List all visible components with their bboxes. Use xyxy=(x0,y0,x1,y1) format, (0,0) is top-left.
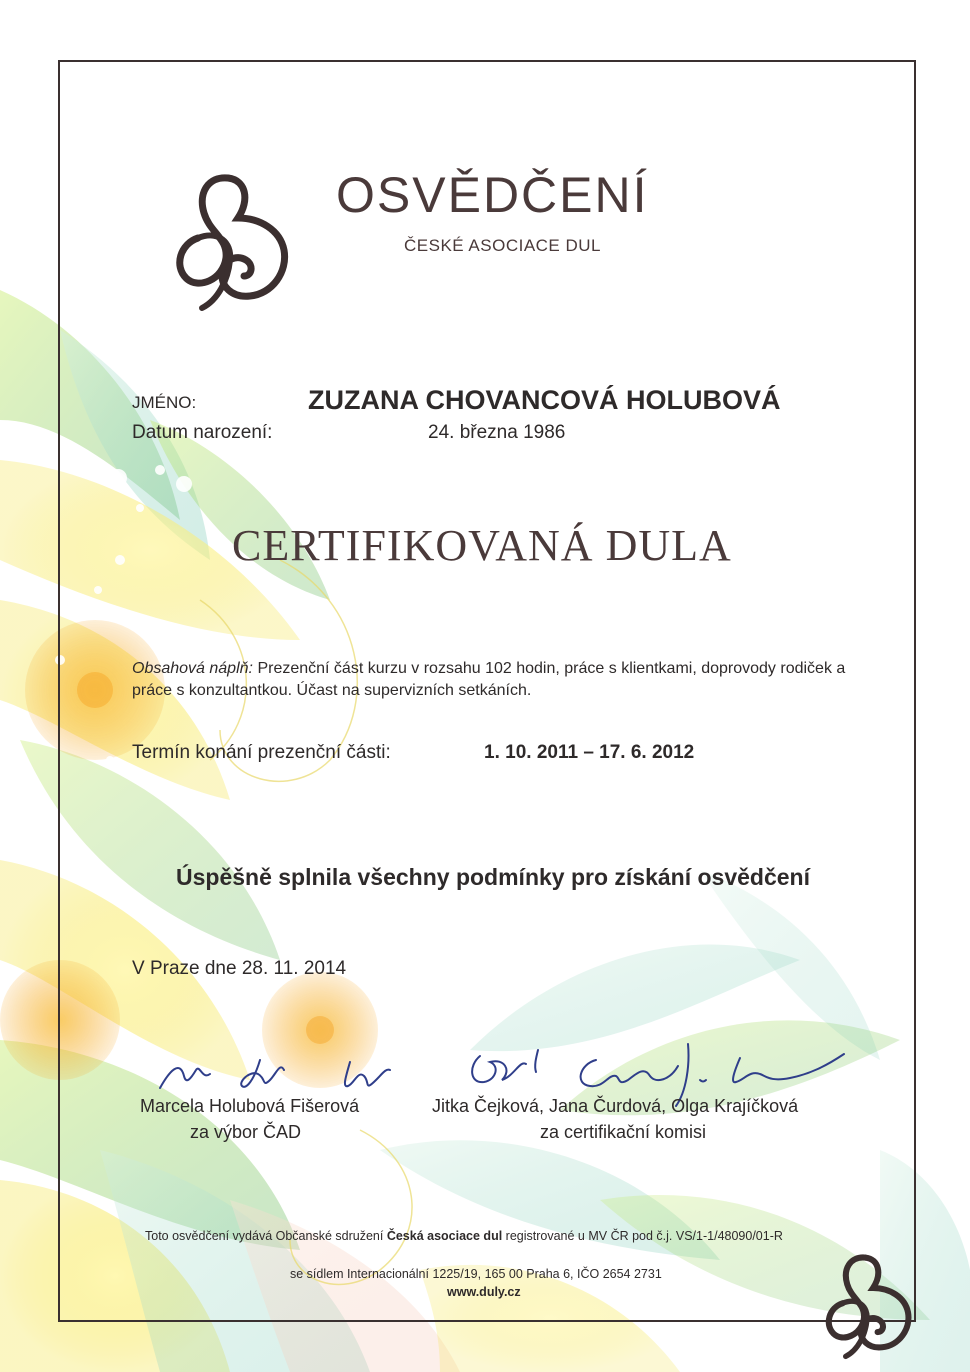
duly-swirl-logo-icon xyxy=(168,168,300,318)
footer-suffix: registrované u MV ČR pod č.j. VS/1-1/48090/01-R xyxy=(505,1229,783,1243)
footer-prefix: Toto osvědčení vydává Občanské sdružení xyxy=(145,1229,384,1243)
success-statement: Úspěšně splnila všechny podmínky pro získání osvědčení xyxy=(176,864,810,890)
document-subtitle: ČESKÉ ASOCIACE DUL xyxy=(404,236,602,255)
duly-swirl-logo-small-icon xyxy=(818,1250,922,1364)
footer-organization: Česká asociace dul xyxy=(386,1229,503,1243)
date-of-birth-label: Datum narození: xyxy=(132,422,273,443)
content-text: Prezenční část kurzu v rozsahu 102 hodin, práce s klientkami, doprovody rodiček a práce s konzultantkou. Účast na supervizních setkáních. xyxy=(132,660,846,699)
document-title: OSVĚDČENÍ xyxy=(336,167,649,223)
footer-website-link[interactable]: www.duly.cz xyxy=(447,1285,521,1299)
signatory-left-role: za výbor ČAD xyxy=(190,1122,302,1142)
footer-registration-line xyxy=(145,1229,783,1243)
signatory-right-role: za certifikační komisi xyxy=(540,1122,707,1142)
signatory-left-names: Marcela Holubová Fišerová xyxy=(140,1096,360,1116)
name-label: JMÉNO: xyxy=(132,393,197,412)
term-value: 1. 10. 2011 – 17. 6. 2012 xyxy=(484,742,695,763)
certificate-title: CERTIFIKOVANÁ DULA xyxy=(232,521,732,570)
date-of-birth-value: 24. března 1986 xyxy=(428,422,566,443)
content-description xyxy=(132,658,852,702)
term-label: Termín konání prezenční části: xyxy=(132,742,391,763)
name-value: ZUZANA CHOVANCOVÁ HOLUBOVÁ xyxy=(308,385,781,415)
place-and-date: V Praze dne 28. 11. 2014 xyxy=(132,958,347,979)
footer-address-line: se sídlem Internacionální 1225/19, 165 00 Praha 6, IČO 2654 2731 xyxy=(290,1267,662,1281)
content-label: Obsahová náplň: xyxy=(132,660,253,677)
signatory-right-names: Jitka Čejková, Jana Čurdová, Olga Krajíčková xyxy=(432,1096,799,1116)
